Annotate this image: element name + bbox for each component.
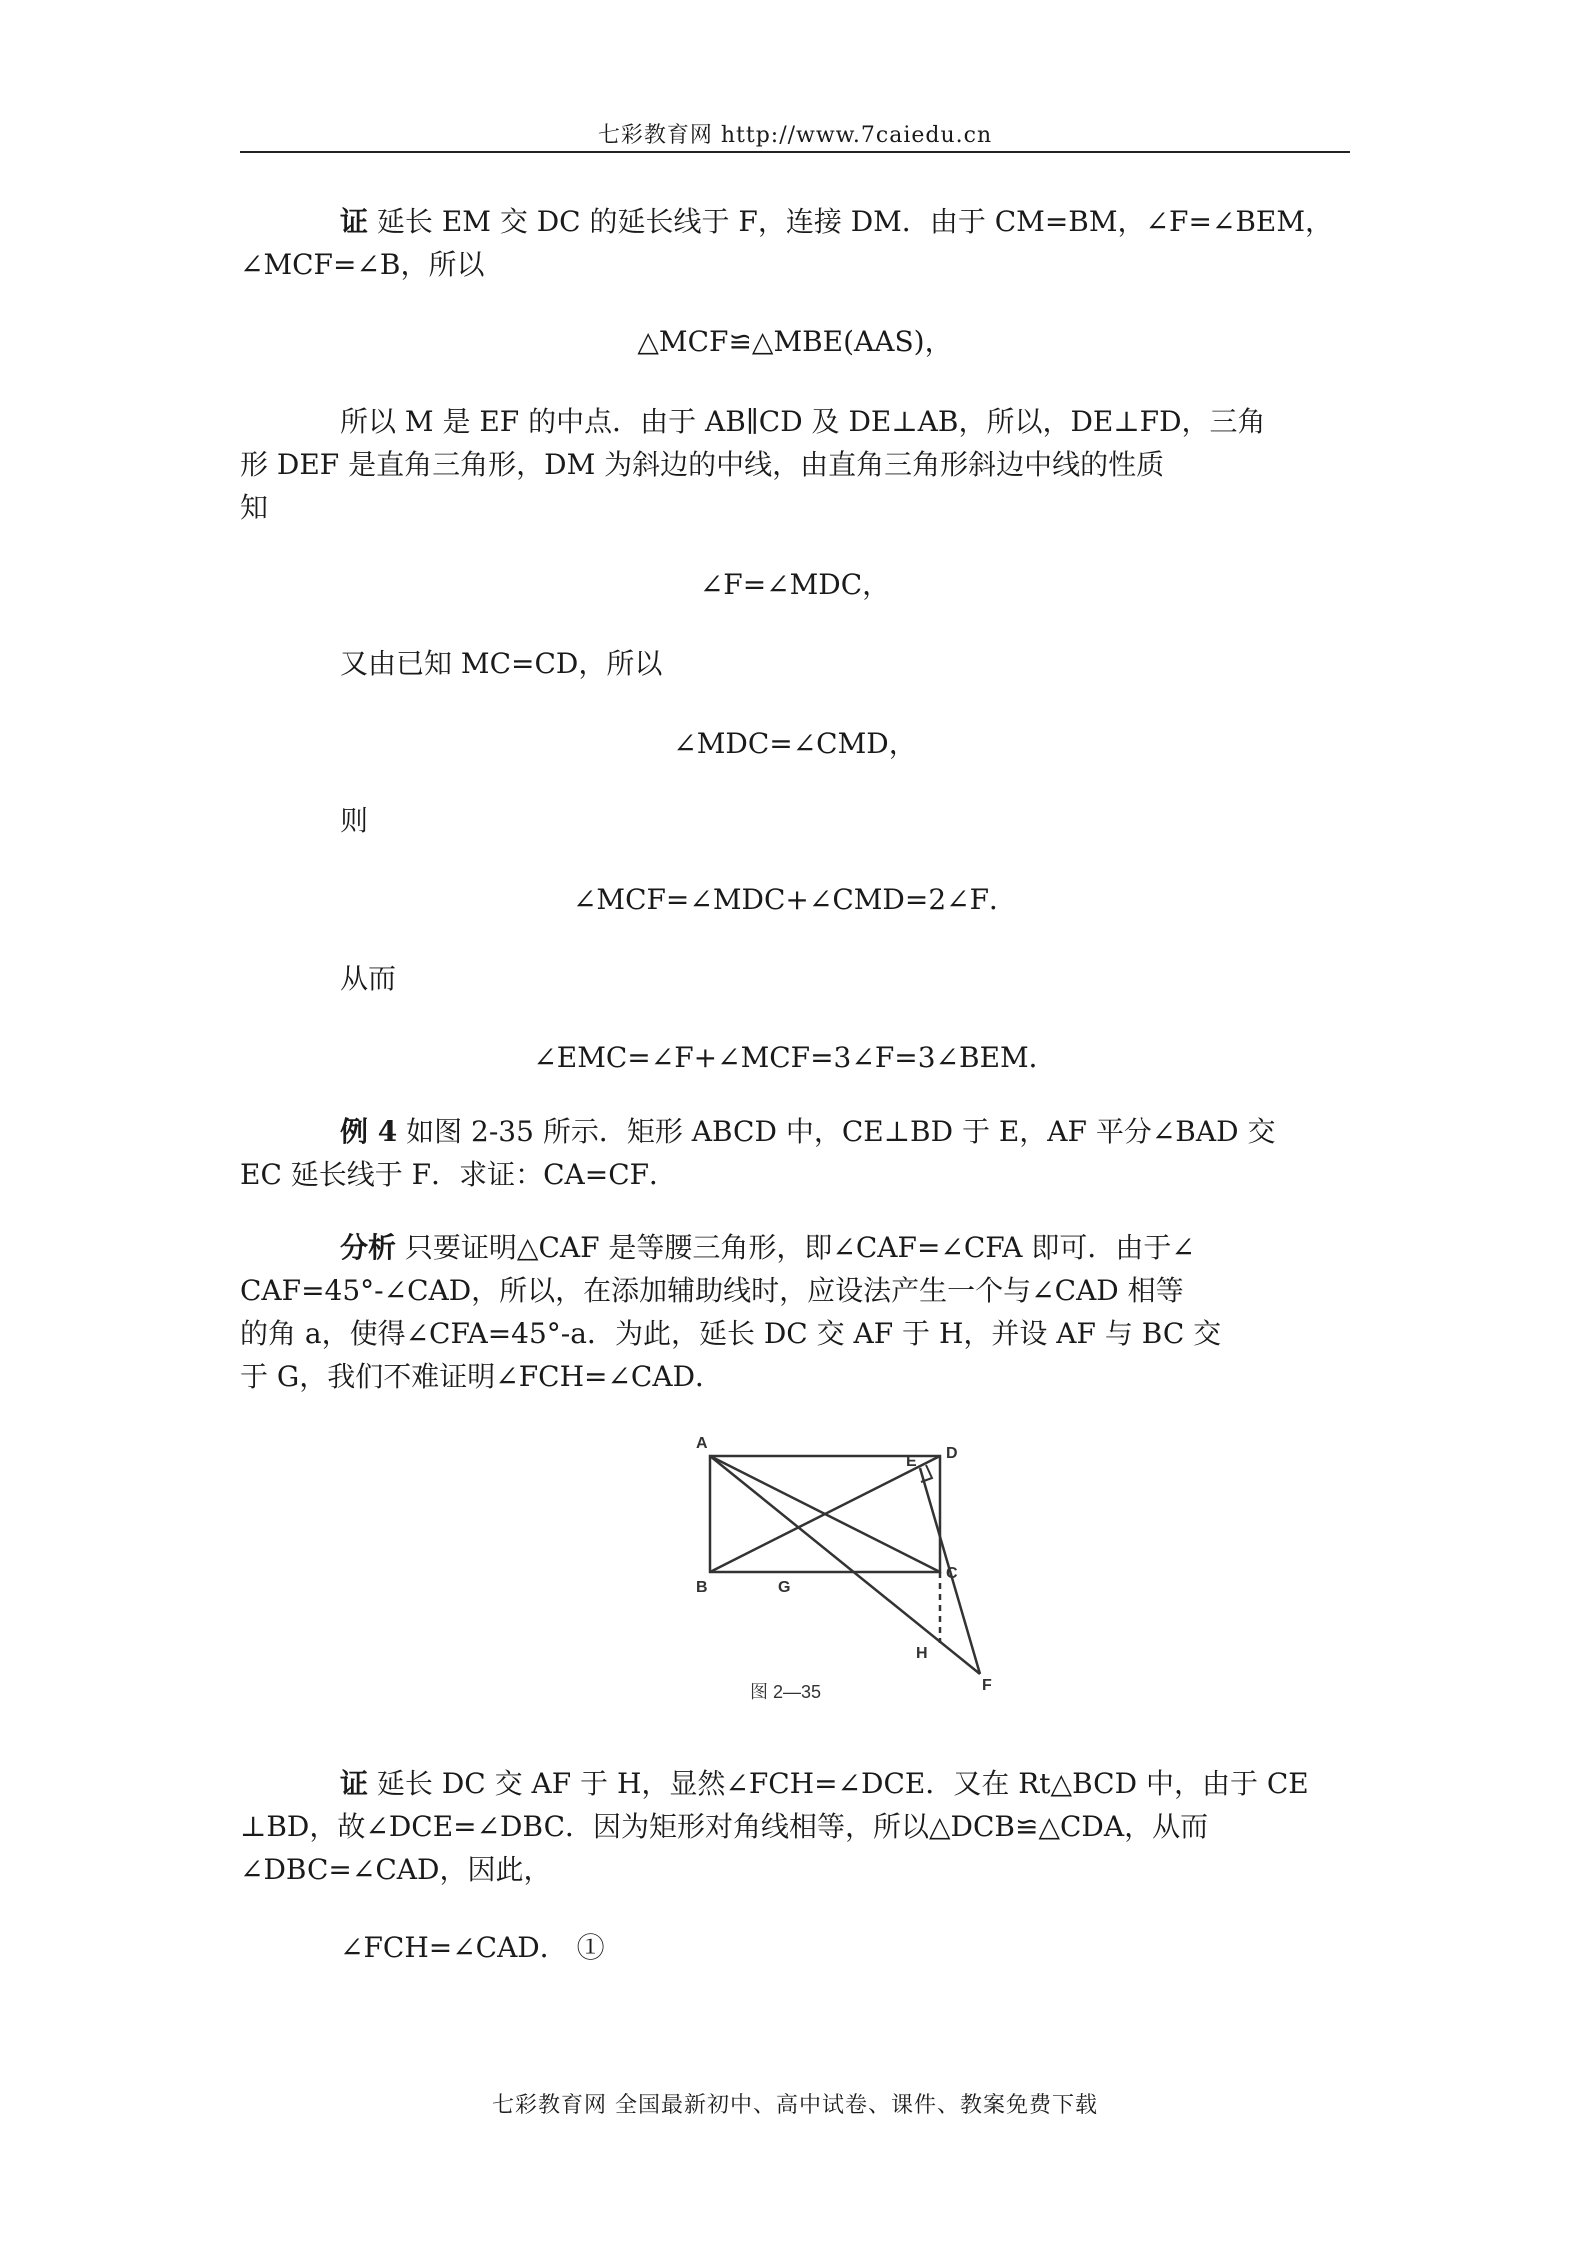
label-h: H [916, 1645, 928, 1662]
label-a: A [696, 1435, 708, 1452]
page-header: 七彩教育网 http://www.7caiedu.cn [597, 123, 993, 148]
equation-4: ∠MCF=∠MDC+∠CMD=2∠F． [572, 883, 1018, 916]
text-line: 的角 a，使得∠CFA=45°-a．为此，延长 DC 交 AF 于 H，并设 AF 与 BC 交 [240, 1317, 1222, 1350]
text-line: 从而 [340, 962, 397, 995]
equation-2: ∠F=∠MDC， [699, 568, 891, 601]
geometry-diagram [690, 1430, 1020, 1730]
figure-caption: 图 2—35 [750, 1682, 822, 1702]
text-line: ∠MCF=∠B，所以 [240, 248, 485, 281]
equation-5: ∠EMC=∠F+∠MCF=3∠F=3∠BEM． [533, 1041, 1057, 1074]
text-line: 所以 M 是 EF 的中点．由于 AB∥CD 及 DE⊥AB，所以，DE⊥FD，三角 [340, 405, 1266, 438]
text-line: EC 延长线于 F．求证：CA=CF． [240, 1158, 678, 1191]
text-line: 形 DEF 是直角三角形，DM 为斜边的中线，由直角三角形斜边中线的性质 [240, 448, 1165, 481]
label-b: B [696, 1579, 708, 1596]
paragraph-proof-1 [240, 200, 1350, 286]
example-keyword: 例 4 [340, 1115, 398, 1148]
page-footer: 七彩教育网 全国最新初中、高中试卷、课件、教案免费下载 [492, 2093, 1098, 2118]
text-line: 知 [240, 491, 269, 524]
paragraph-proof-2 [240, 1762, 1350, 1891]
label-d: D [946, 1445, 958, 1462]
figure-2-35 [690, 1430, 1020, 1730]
proof-keyword: 证 [340, 1767, 369, 1800]
text-line: CAF=45°-∠CAD，所以，在添加辅助线时，应设法产生一个与∠CAD 相等 [240, 1274, 1184, 1307]
paragraph-final [340, 1926, 1350, 1969]
text-line: 如图 2-35 所示．矩形 ABCD 中，CE⊥BD 于 E，AF 平分∠BAD 交 [397, 1115, 1276, 1148]
label-c: C [946, 1565, 958, 1582]
text-line: ⊥BD，故∠DCE=∠DBC．因为矩形对角线相等，所以△DCB≌△CDA，从而 [240, 1810, 1209, 1843]
label-e: E [906, 1453, 917, 1470]
text-line: ∠DBC=∠CAD，因此， [240, 1853, 552, 1886]
analysis-keyword: 分析 [340, 1231, 397, 1264]
equation-3: ∠MDC=∠CMD， [673, 727, 917, 760]
proof-keyword: 证 [340, 205, 369, 238]
text-line: 于 G，我们不难证明∠FCH=∠CAD． [240, 1360, 724, 1393]
paragraph-3 [340, 642, 1350, 685]
text-line: 延长 DC 交 AF 于 H，显然∠FCH=∠DCE．又在 Rt△BCD 中，由于 CE [368, 1767, 1309, 1800]
paragraph-4 [340, 799, 1350, 842]
paragraph-5 [340, 957, 1350, 1000]
equation-1: △MCF≌△MBE(AAS)， [637, 325, 953, 358]
label-g: G [778, 1579, 791, 1596]
text-line: 只要证明△CAF 是等腰三角形，即∠CAF=∠CFA 即可．由于∠ [396, 1231, 1195, 1264]
text-line: ∠FCH=∠CAD． ① [340, 1931, 605, 1964]
text-line: 则 [340, 804, 369, 837]
header-rule [240, 151, 1350, 153]
paragraph-example-4 [240, 1110, 1350, 1196]
text-line: 延长 EM 交 DC 的延长线于 F，连接 DM．由于 CM=BM，∠F=∠BEM， [368, 205, 1334, 238]
paragraph-2 [240, 400, 1350, 529]
paragraph-analysis [240, 1226, 1350, 1398]
label-f: F [982, 1677, 992, 1694]
text-line: 又由已知 MC=CD，所以 [340, 647, 663, 680]
